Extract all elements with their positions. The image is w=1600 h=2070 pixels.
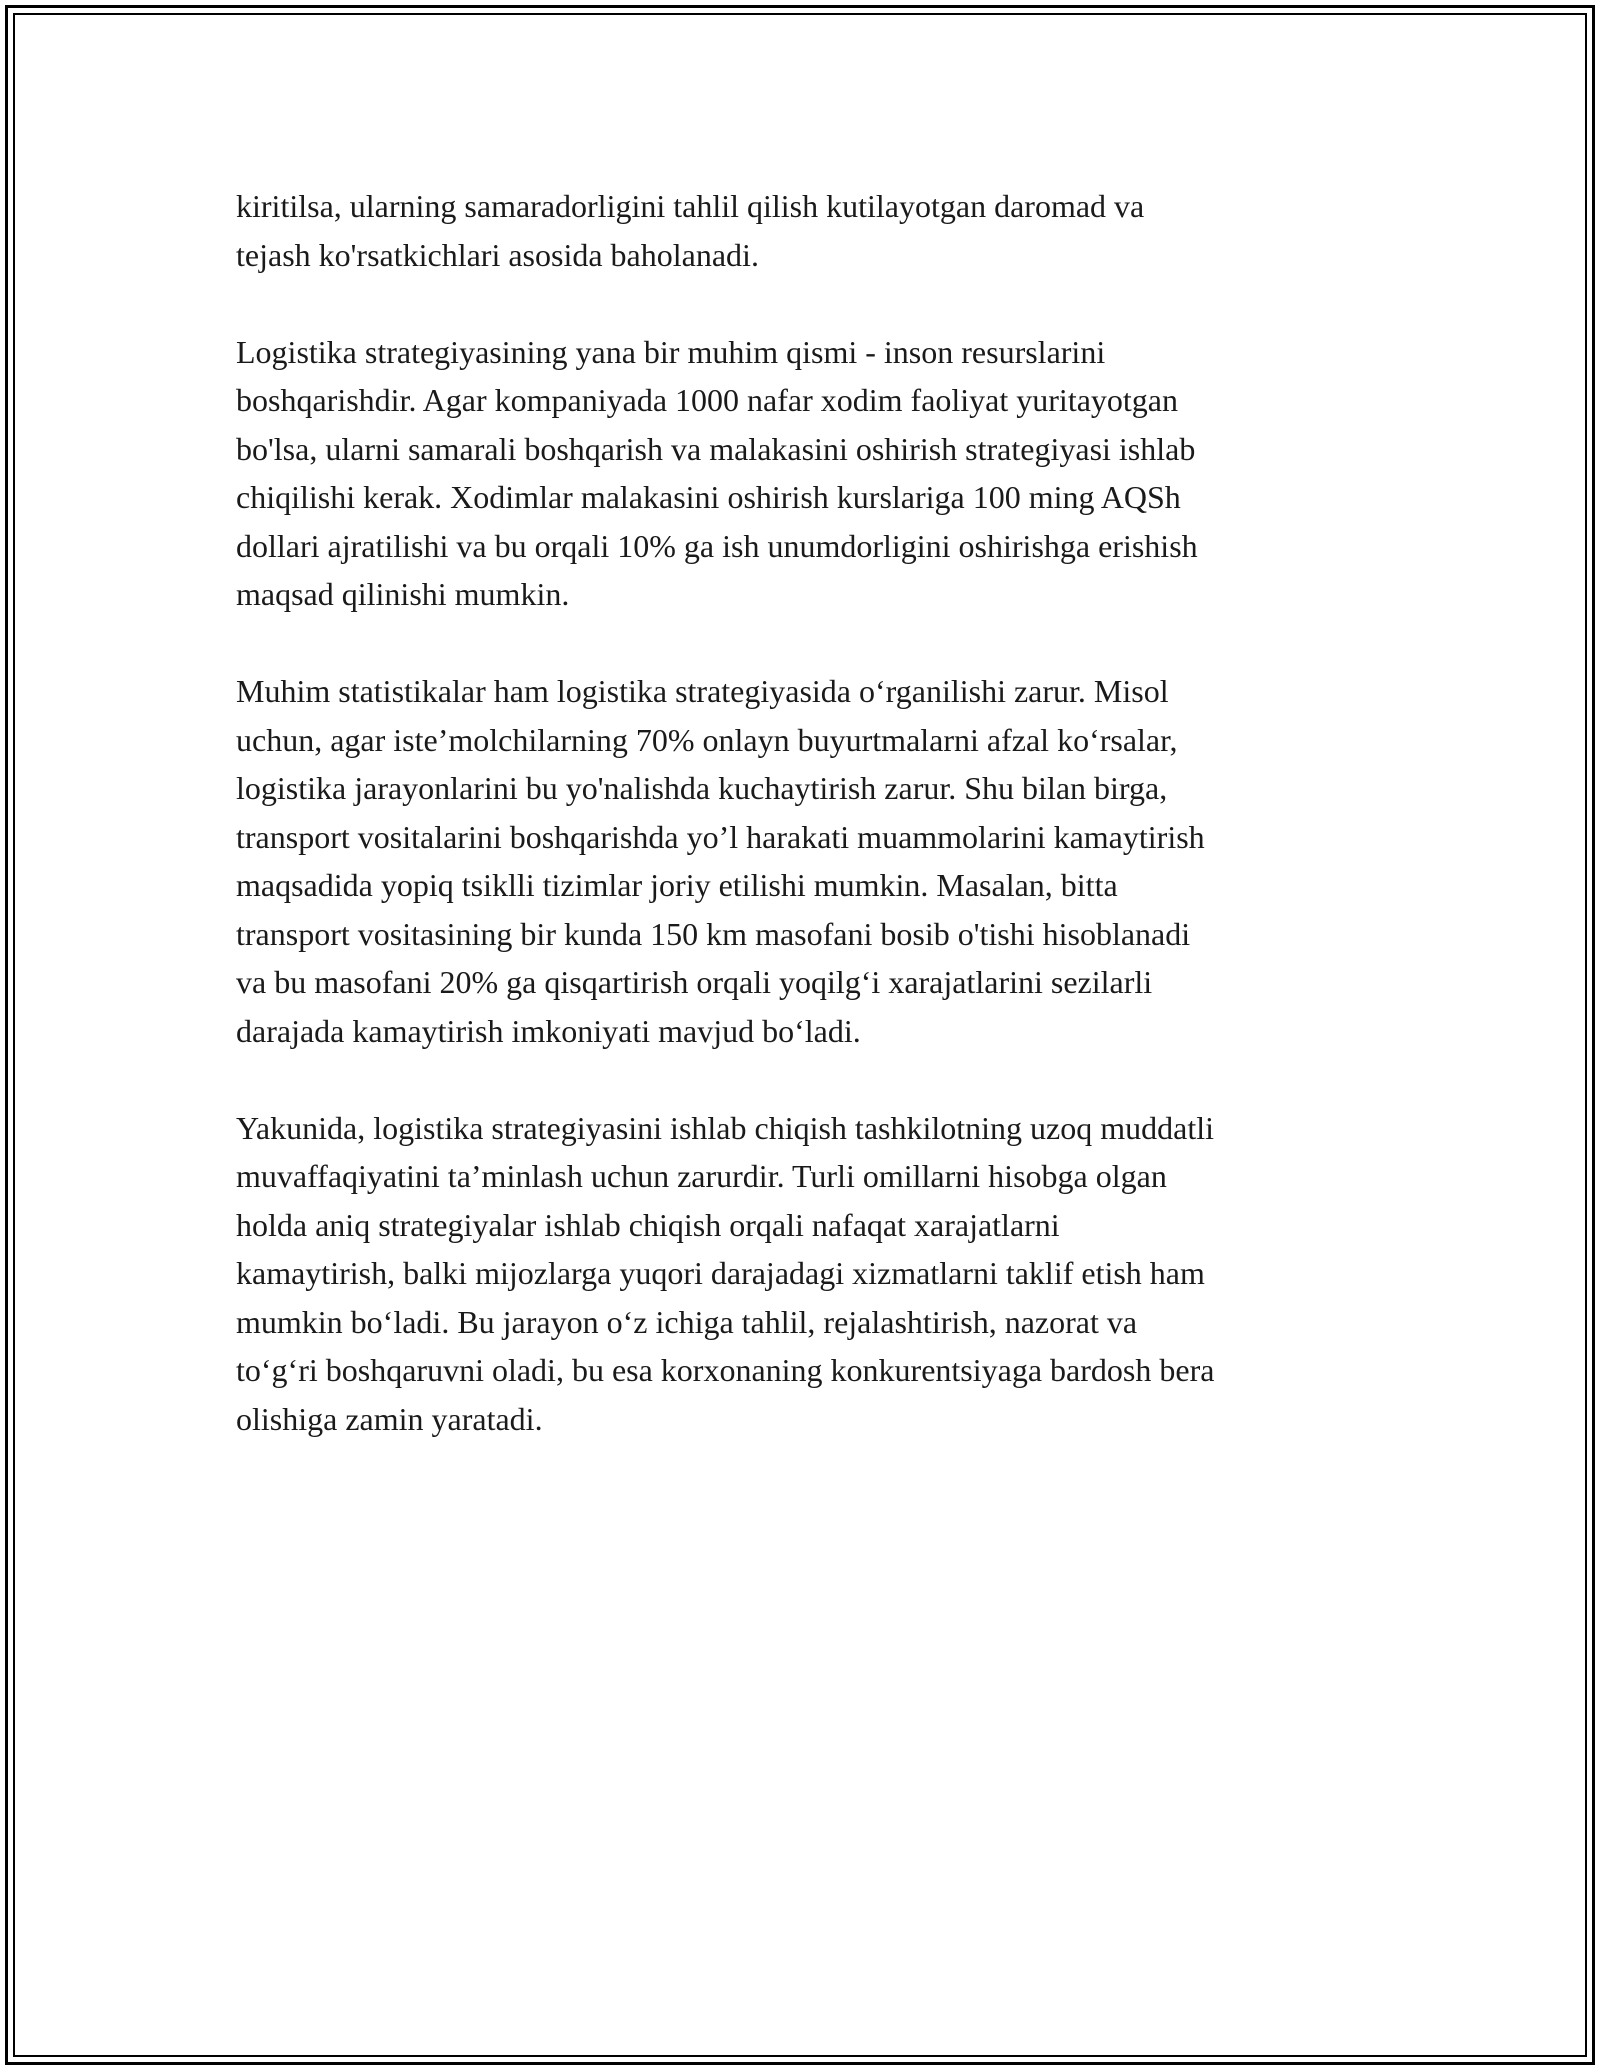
- paragraph-1: [236, 182, 1386, 279]
- text-line: Yakunida, logistika strategiyasini ishlab chiqish tashkilotning uzoq muddatli: [236, 1109, 1214, 1146]
- text-line: boshqarishdir. Agar kompaniyada 1000 nafar xodim faoliyat yuritayotgan: [236, 382, 1178, 418]
- text-line: dollari ajratilishi va bu orqali 10% ga ish unumdorligini oshirishga erishish: [236, 527, 1198, 564]
- text-line: transport vositalarini boshqarishda yo’l harakati muammolarini kamaytirish: [236, 818, 1205, 855]
- text-line: chiqilishi kerak. Xodimlar malakasini oshirish kurslariga 100 ming AQSh: [236, 479, 1181, 515]
- text-line: mumkin bo‘ladi. Bu jarayon o‘z ichiga tahlil, rejalashtirish, nazorat va: [236, 1303, 1138, 1340]
- text-line: Muhim statistikalar ham logistika strategiyasida o‘rganilishi zarur. Misol: [236, 673, 1169, 709]
- paragraph-2: [236, 328, 1386, 619]
- text-line: to‘g‘ri boshqaruvni oladi, bu esa korxonaning konkurentsiyaga bardosh bera: [236, 1352, 1215, 1388]
- text-line: holda aniq strategiyalar ishlab chiqish orqali nafaqat xarajatlarni: [236, 1206, 1060, 1243]
- text-line: uchun, agar iste’molchilarning 70% onlayn buyurtmalarni afzal ko‘rsalar,: [236, 721, 1178, 758]
- text-line: Logistika strategiyasining yana bir muhim qismi - inson resurslarini: [236, 333, 1106, 370]
- paragraph-4: [236, 1104, 1386, 1444]
- text-line: olishiga zamin yaratadi.: [236, 1400, 543, 1437]
- text-line: muvaffaqiyatini ta’minlash uchun zarurdir. Turli omillarni hisobga olgan: [236, 1158, 1167, 1194]
- text-line: darajada kamaytirish imkoniyati mavjud bo‘ladi.: [236, 1012, 861, 1049]
- text-line: bo'lsa, ularni samarali boshqarish va malakasini oshirish strategiyasi ishlab: [236, 430, 1196, 467]
- text-line: kiritilsa, ularning samaradorligini tahlil qilish kutilayotgan daromad va: [236, 188, 1145, 224]
- text-line: va bu masofani 20% ga qisqartirish orqali yoqilg‘i xarajatlarini sezilarli: [236, 964, 1153, 1000]
- text-line: logistika jarayonlarini bu yo'nalishda kuchaytirish zarur. Shu bilan birga,: [236, 770, 1168, 806]
- text-line: maqsad qilinishi mumkin.: [236, 576, 570, 612]
- text-line: transport vositasining bir kunda 150 km masofani bosib o'tishi hisoblanadi: [236, 915, 1191, 952]
- paragraph-3: [236, 667, 1386, 1055]
- text-line: kamaytirish, balki mijozlarga yuqori darajadagi xizmatlarni taklif etish ham: [236, 1255, 1205, 1291]
- text-line: tejash ko'rsatkichlari asosida baholanadi.: [236, 236, 759, 273]
- text-line: maqsadida yopiq tsiklli tizimlar joriy etilishi mumkin. Masalan, bitta: [236, 867, 1118, 903]
- document-body: [236, 182, 1386, 1492]
